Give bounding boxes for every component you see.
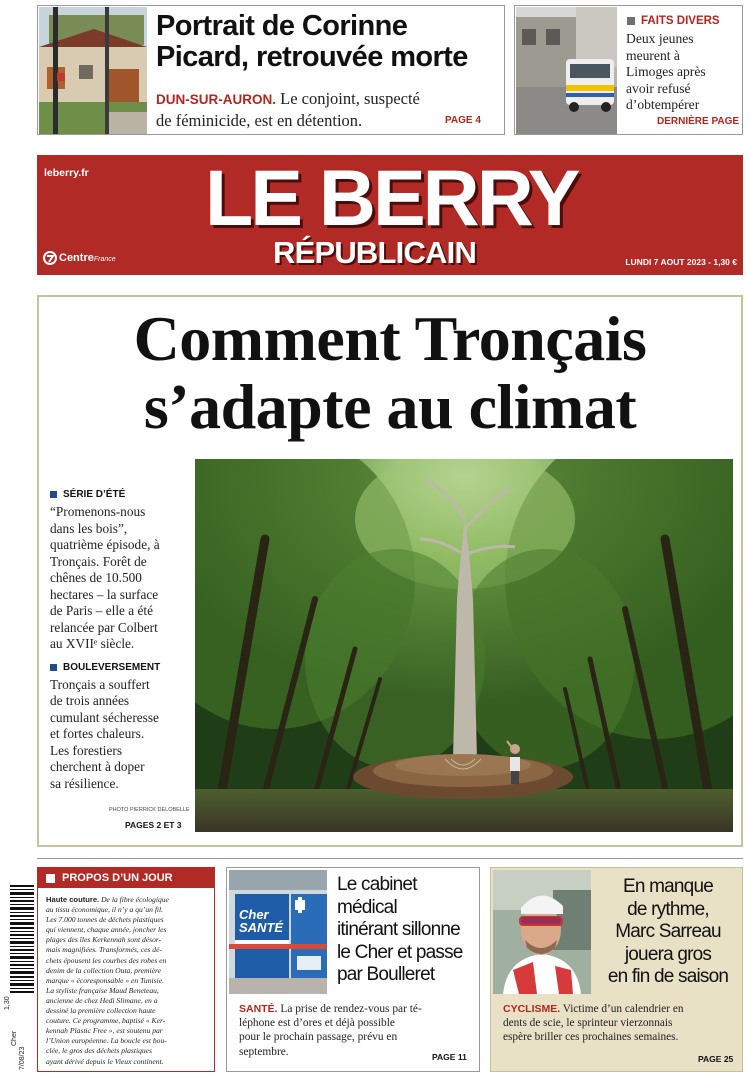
centre-france-suffix: France — [93, 256, 116, 263]
para-line: Tronçais. Forêt de — [50, 553, 147, 569]
title-line: en fin de saison — [607, 966, 729, 987]
title-line: par Boulleret — [337, 964, 435, 985]
propos-line: chets épousent les courbes des robes en — [46, 955, 167, 965]
headline-line1: Comment Tronçais — [133, 303, 647, 374]
propos-line: La styliste française Maud Beneteau, — [46, 985, 159, 995]
main-sidebar — [50, 489, 190, 792]
masthead — [37, 155, 743, 275]
cycling-line: Victime d’un calendrier en — [562, 1003, 684, 1015]
teaser-left-kicker: DUN-SUR-AURON. — [156, 92, 276, 107]
sante-sign-text — [239, 908, 283, 934]
cycling-text — [503, 1002, 743, 1045]
cabinet-line: La prise de rendez-vous par té- — [280, 1003, 422, 1015]
title-line: de rythme, — [627, 898, 709, 920]
para-line: de Paris – elle a été — [50, 603, 154, 618]
title-line: médical — [337, 896, 397, 918]
kicker-serie-ete — [50, 489, 190, 500]
teaser-faits-divers[interactable] — [514, 5, 743, 135]
sign-line2: SANTÉ — [239, 920, 284, 935]
para-line: au XVIIᵉ siècle. — [50, 636, 135, 651]
propos-line: Les 7.000 tonnes de déchets plastiques — [46, 915, 164, 925]
kicker-bouleversement-label: BOULEVERSEMENT — [63, 661, 161, 673]
teaser-right-line: d’obtempérer — [626, 97, 700, 112]
cycling-kicker: CYCLISME. — [503, 1003, 561, 1015]
site-url[interactable]: leberry.fr — [44, 167, 89, 179]
kicker-square-icon — [627, 17, 635, 25]
propos-box[interactable] — [37, 867, 215, 1072]
teaser-right-page[interactable]: DERNIÈRE PAGE — [657, 116, 740, 127]
para-line: cherchent à doper — [50, 759, 145, 774]
para-line: cumulant sécheresse — [50, 709, 159, 725]
title-line: le Cher et passe — [337, 941, 463, 963]
propos-line: kennah Plastic Free », est soutenu par — [46, 1026, 163, 1036]
header-square-icon — [46, 874, 55, 883]
cabinet-text — [239, 1002, 477, 1059]
main-pages[interactable]: PAGES 2 ET 3 — [125, 820, 182, 830]
sante-sign-photo — [229, 870, 327, 994]
propos-line: dessiné la première collection haute — [46, 1006, 156, 1016]
centre-france-icon — [43, 251, 57, 265]
barcode-edition: Cher — [11, 1030, 18, 1046]
propos-line: denim de la collection Outa, première — [46, 965, 161, 975]
teaser-left-title-line1: Portrait de Corinne — [156, 10, 408, 42]
sign-line1: Cher — [239, 907, 269, 922]
para-line: relancée par Colbert — [50, 619, 158, 635]
teaser-right-kicker — [627, 15, 720, 27]
main-para1 — [50, 504, 190, 653]
cabinet-line: septembre. — [239, 1045, 289, 1058]
title-line: Le cabinet — [337, 874, 417, 895]
teaser-right-line: avoir refusé — [626, 80, 691, 96]
cyclist-photo — [493, 870, 591, 994]
cabinet-medical-story[interactable] — [226, 867, 480, 1072]
photo-credit: PHOTO PIERRICK DELOBELLE — [109, 807, 190, 813]
kicker-bouleversement — [50, 662, 190, 673]
teaser-right-text — [626, 31, 741, 114]
teaser-left-title-line2: Picard, retrouvée morte — [156, 41, 468, 73]
propos-line: l’Union européenne. La boucle est bou- — [46, 1036, 167, 1046]
main-para2 — [50, 677, 190, 793]
teaser-right-line: meurent à — [626, 47, 680, 63]
para-line: “Promenons-nous — [50, 504, 146, 519]
cabinet-line: léphone est d’ores et déjà possible — [239, 1017, 395, 1030]
propos-line: qui viennent, chaque année, joncher les — [46, 925, 167, 935]
main-story[interactable] — [37, 295, 743, 847]
bottom-separator — [37, 858, 743, 859]
house-photo — [39, 7, 147, 134]
newspaper-subtitle: RÉPUBLICAIN — [273, 235, 477, 270]
para-line: de trois années — [50, 693, 130, 708]
propos-line: mais magnifiées. Transformés, ces dé- — [46, 945, 163, 955]
forest-photo — [195, 459, 733, 832]
barcode-date: 7/08/23 — [19, 1046, 26, 1070]
propos-lead: Haute couture. — [46, 895, 100, 904]
cycling-line: espère briller ces prochaines semaines. — [503, 1031, 679, 1044]
para-line: hectares – la surface — [50, 586, 159, 602]
barcode — [10, 885, 36, 1020]
teaser-right-line: Deux jeunes — [626, 31, 694, 46]
propos-header — [38, 868, 214, 888]
propos-line: clée, le gros des déchets plastiques — [46, 1046, 153, 1056]
propos-line: au tissu économique, il n’y a qu’un fil. — [46, 905, 164, 915]
para-line: quatrième épisode, à — [50, 537, 160, 552]
propos-text — [46, 895, 211, 1067]
teaser-right-kicker-label: FAITS DIVERS — [641, 15, 720, 27]
propos-line: plages des îles Kerkennah sont désor- — [46, 935, 162, 945]
main-headline — [39, 305, 741, 441]
propos-line: couture. Ce programme, baptisé « Ker- — [46, 1016, 166, 1026]
title-line: Marc Sarreau — [615, 921, 721, 942]
kicker-square-icon — [50, 491, 57, 498]
teaser-left-text-line1: Le conjoint, suspecté — [280, 89, 420, 108]
teaser-left-text-line2: de féminicide, est en détention. — [156, 111, 363, 130]
para-line: Tronçais a souffert — [50, 676, 150, 692]
centre-france-name: Centre — [59, 252, 94, 264]
cycling-page[interactable]: PAGE 25 — [698, 1054, 734, 1064]
centre-france-logo — [43, 251, 116, 265]
para-line: sa résilience. — [50, 775, 119, 791]
cabinet-kicker: SANTÉ. — [239, 1003, 278, 1015]
propos-header-label: PROPOS D’UN JOUR — [62, 872, 173, 884]
teaser-right-line: Limoges après — [626, 64, 706, 79]
cycling-line: dents de scie, le sprinteur vierzonnais — [503, 1017, 673, 1030]
cycling-title — [593, 876, 743, 989]
propos-line: De la fibre écologique — [101, 895, 169, 904]
headline-line2: s’adapte au climat — [143, 371, 637, 442]
cabinet-page[interactable]: PAGE 11 — [432, 1052, 467, 1062]
kicker-square-icon — [50, 664, 57, 671]
teaser-left-page[interactable]: PAGE 4 — [445, 115, 481, 126]
kicker-serie-ete-label: SÉRIE D’ÉTÉ — [63, 489, 126, 500]
propos-line: ayant dérivé depuis le Vieux continent. — [46, 1056, 164, 1066]
propos-line: marque « écoresponsable » en Tunisie. — [46, 975, 164, 985]
teaser-corinne-picard[interactable] — [37, 5, 505, 135]
propos-line: ancienne de chez Hedi Slimane, en a — [46, 995, 158, 1005]
para-line: Les forestiers — [50, 742, 122, 758]
title-line: itinérant sillonne — [337, 919, 460, 940]
cycling-story[interactable] — [490, 867, 743, 1072]
police-car-photo — [516, 7, 617, 134]
cabinet-line: pour le prochain passage, prévu en — [239, 1031, 398, 1044]
barcode-icon — [10, 885, 34, 995]
teaser-left-title — [156, 11, 501, 73]
newspaper-title: LE BERRY — [205, 153, 578, 242]
title-line: En manque — [623, 876, 713, 897]
date-price: LUNDI 7 AOUT 2023 - 1,30 € — [625, 257, 737, 267]
cabinet-title — [337, 874, 479, 987]
para-line: chênes de 10.500 — [50, 570, 142, 585]
title-line: jouera gros — [624, 943, 712, 965]
para-line: et fortes chaleurs. — [50, 726, 145, 741]
para-line: dans les bois”, — [50, 520, 128, 536]
barcode-price: 1,30 — [4, 996, 11, 1010]
